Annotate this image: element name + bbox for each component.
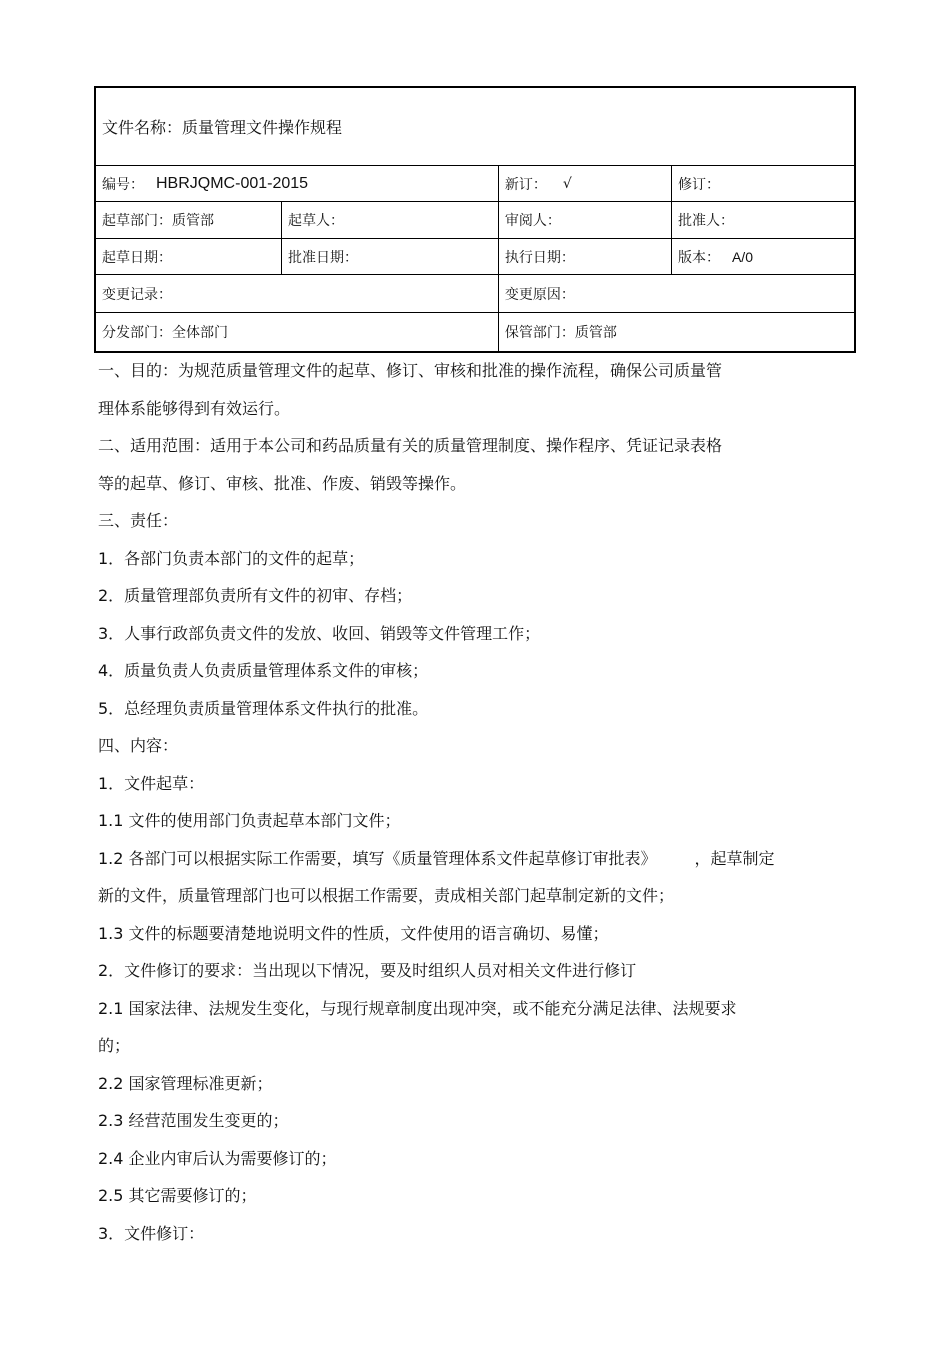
- change-record-cell: 变更记录：: [102, 286, 172, 303]
- body-line: 三、责任：: [98, 511, 179, 530]
- draft-date-cell: 起草日期：: [102, 249, 172, 266]
- number-label: 编号：: [102, 176, 144, 193]
- body-line: 一、目的：为规范质量管理文件的起草、修订、审核和批准的操作流程，确保公司质量管: [98, 361, 723, 380]
- approver-cell: 批准人：: [671, 202, 854, 238]
- new-label: 新订：: [504, 176, 547, 193]
- dates-row: [96, 238, 854, 274]
- body-line-part: 1.2 各部门可以根据实际工作需要，填写《质量管理体系文件起草修订审批表》: [98, 848, 657, 868]
- title-row: [96, 88, 854, 165]
- custody-cell: 保管部门：质管部: [498, 313, 854, 351]
- body-line: 1.1 文件的使用部门负责起草本部门文件；: [98, 811, 401, 830]
- body-line: 2．质量管理部负责所有文件的初审、存档；: [98, 586, 413, 605]
- change-row: [96, 274, 854, 312]
- version-cell: [671, 239, 854, 274]
- version-value: A/0: [731, 248, 753, 265]
- people-row: [96, 201, 854, 238]
- body-line: 1．文件起草：: [98, 773, 205, 793]
- body-line: 1.3 文件的标题要清楚地说明文件的性质，文件使用的语言确切、易懂；: [98, 923, 609, 943]
- body-line: 2.2 国家管理标准更新；: [98, 1073, 273, 1093]
- body-line-split: [98, 840, 858, 878]
- revise-cell: 修订：: [671, 166, 854, 201]
- body-line: 2．文件修订的要求：当出现以下情况，要及时组织人员对相关文件进行修订: [98, 961, 637, 980]
- body-line: 等的起草、修订、审核、批准、作废、销毁等操作。: [98, 473, 467, 493]
- body-line: 的；: [98, 1036, 131, 1055]
- new-issue-cell: [498, 166, 671, 201]
- document-header-table: [94, 86, 856, 353]
- change-reason-cell: 变更原因：: [498, 275, 854, 312]
- body-line: 3．人事行政部负责文件的发放、收回、销毁等文件管理工作；: [98, 623, 541, 643]
- distribution-cell: 分发部门：全体部门: [102, 325, 228, 341]
- body-line: 4．质量负责人负责质量管理体系文件的审核；: [98, 661, 429, 680]
- checkmark-icon: √: [562, 175, 572, 192]
- body-line: 3．文件修订：: [98, 1223, 205, 1243]
- body-line: 1．各部门负责本部门的文件的起草；: [98, 548, 365, 568]
- version-label: 版本：: [677, 249, 720, 266]
- exec-date-cell: 执行日期：: [498, 239, 671, 274]
- body-line: 理体系能够得到有效运行。: [98, 398, 291, 418]
- body-line: 2.5 其它需要修订的；: [98, 1186, 257, 1205]
- draft-dept-cell: 起草部门：质管部: [102, 213, 214, 229]
- drafter-cell: 起草人：: [281, 202, 498, 238]
- body-line-part: ，起草制定: [694, 848, 775, 868]
- body-line: 2.1 国家法律、法规发生变化，与现行规章制度出现冲突，或不能充分满足法律、法规要求: [98, 998, 737, 1018]
- document-number-cell: [96, 166, 498, 201]
- distribution-row: [96, 312, 854, 351]
- body-line: 2.4 企业内审后认为需要修订的；: [98, 1148, 337, 1168]
- reviewer-cell: 审阅人：: [498, 202, 671, 238]
- body-line: 5．总经理负责质量管理体系文件执行的批准。: [98, 698, 429, 718]
- body-line: 新的文件，质量管理部门也可以根据工作需要，责成相关部门起草制定新的文件；: [98, 886, 675, 905]
- document-body: [98, 352, 858, 1252]
- approve-date-cell: 批准日期：: [281, 239, 498, 274]
- number-value: HBRJQMC-001-2015: [156, 174, 309, 192]
- body-line: 四、内容：: [98, 736, 179, 755]
- document-title: 文件名称：质量管理文件操作规程: [102, 118, 343, 137]
- body-line: 2.3 经营范围发生变更的；: [98, 1111, 289, 1130]
- body-line: 二、适用范围：适用于本公司和药品质量有关的质量管理制度、操作程序、凭证记录表格: [98, 436, 723, 455]
- number-row: [96, 165, 854, 201]
